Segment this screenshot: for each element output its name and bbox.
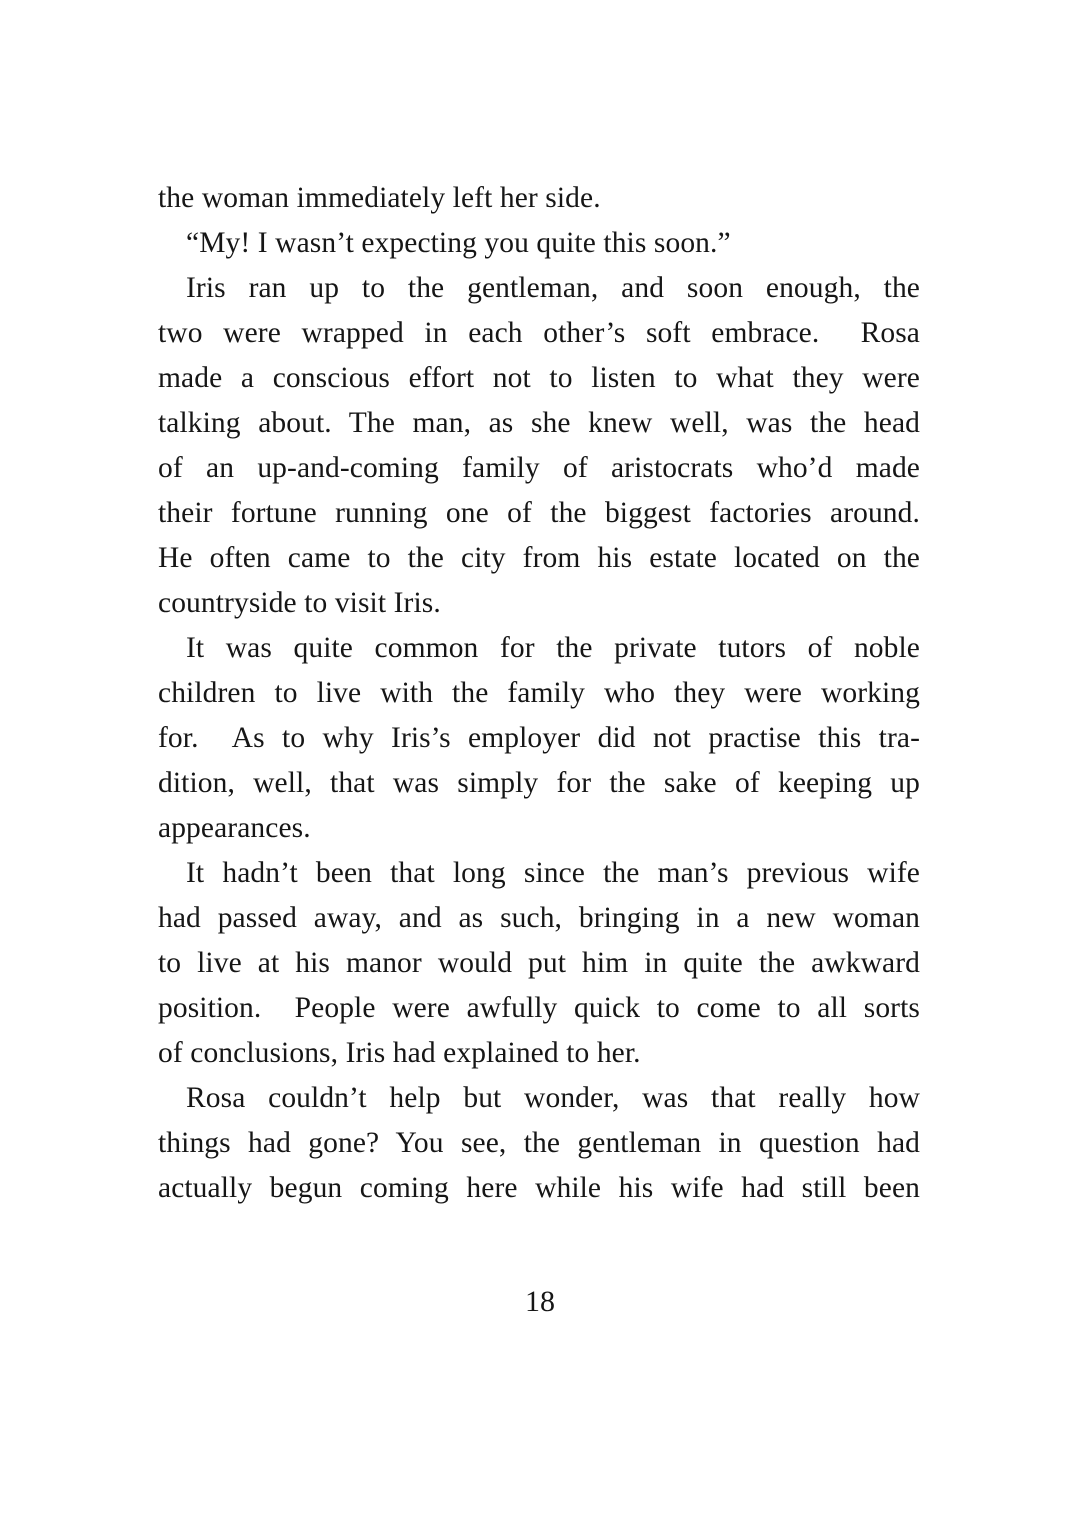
text-line: their fortune running one of the biggest factories around.	[158, 497, 920, 529]
text-line: had passed away, and as such, bringing in a new woman	[158, 902, 920, 934]
text-line: for. As to why Iris’s employer did not practise this tra-	[158, 722, 920, 754]
text-line: Rosa couldn’t help but wonder, was that really how	[186, 1082, 920, 1114]
text-line: It was quite common for the private tutors of noble	[186, 632, 920, 664]
text-line: of an up-and-coming family of aristocrats who’d made	[158, 452, 920, 484]
text-line: It hadn’t been that long since the man’s previous wife	[186, 857, 920, 889]
text-line: things had gone? You see, the gentleman in question had	[158, 1127, 920, 1159]
text-line: actually begun coming here while his wife had still been	[158, 1172, 920, 1204]
page-number: 18	[525, 1285, 555, 1318]
text-block	[158, 176, 920, 1211]
text-line: “My! I wasn’t expecting you quite this soon.”	[186, 227, 731, 259]
text-line: of conclusions, Iris had explained to her.	[158, 1037, 641, 1069]
text-line: to live at his manor would put him in quite the awkward	[158, 947, 920, 979]
text-line: made a conscious effort not to listen to what they were	[158, 362, 920, 394]
text-line: Iris ran up to the gentleman, and soon enough, the	[186, 272, 920, 304]
text-line: talking about. The man, as she knew well, was the head	[158, 407, 920, 439]
text-line: countryside to visit Iris.	[158, 587, 441, 619]
text-line: He often came to the city from his estate located on the	[158, 542, 920, 574]
text-line: appearances.	[158, 812, 311, 844]
text-line: position. People were awfully quick to come to all sorts	[158, 992, 920, 1024]
text-line: dition, well, that was simply for the sake of keeping up	[158, 767, 920, 799]
text-line: the woman immediately left her side.	[158, 182, 601, 214]
text-line: children to live with the family who they were working	[158, 677, 920, 709]
text-line: two were wrapped in each other’s soft embrace. Rosa	[158, 317, 920, 349]
